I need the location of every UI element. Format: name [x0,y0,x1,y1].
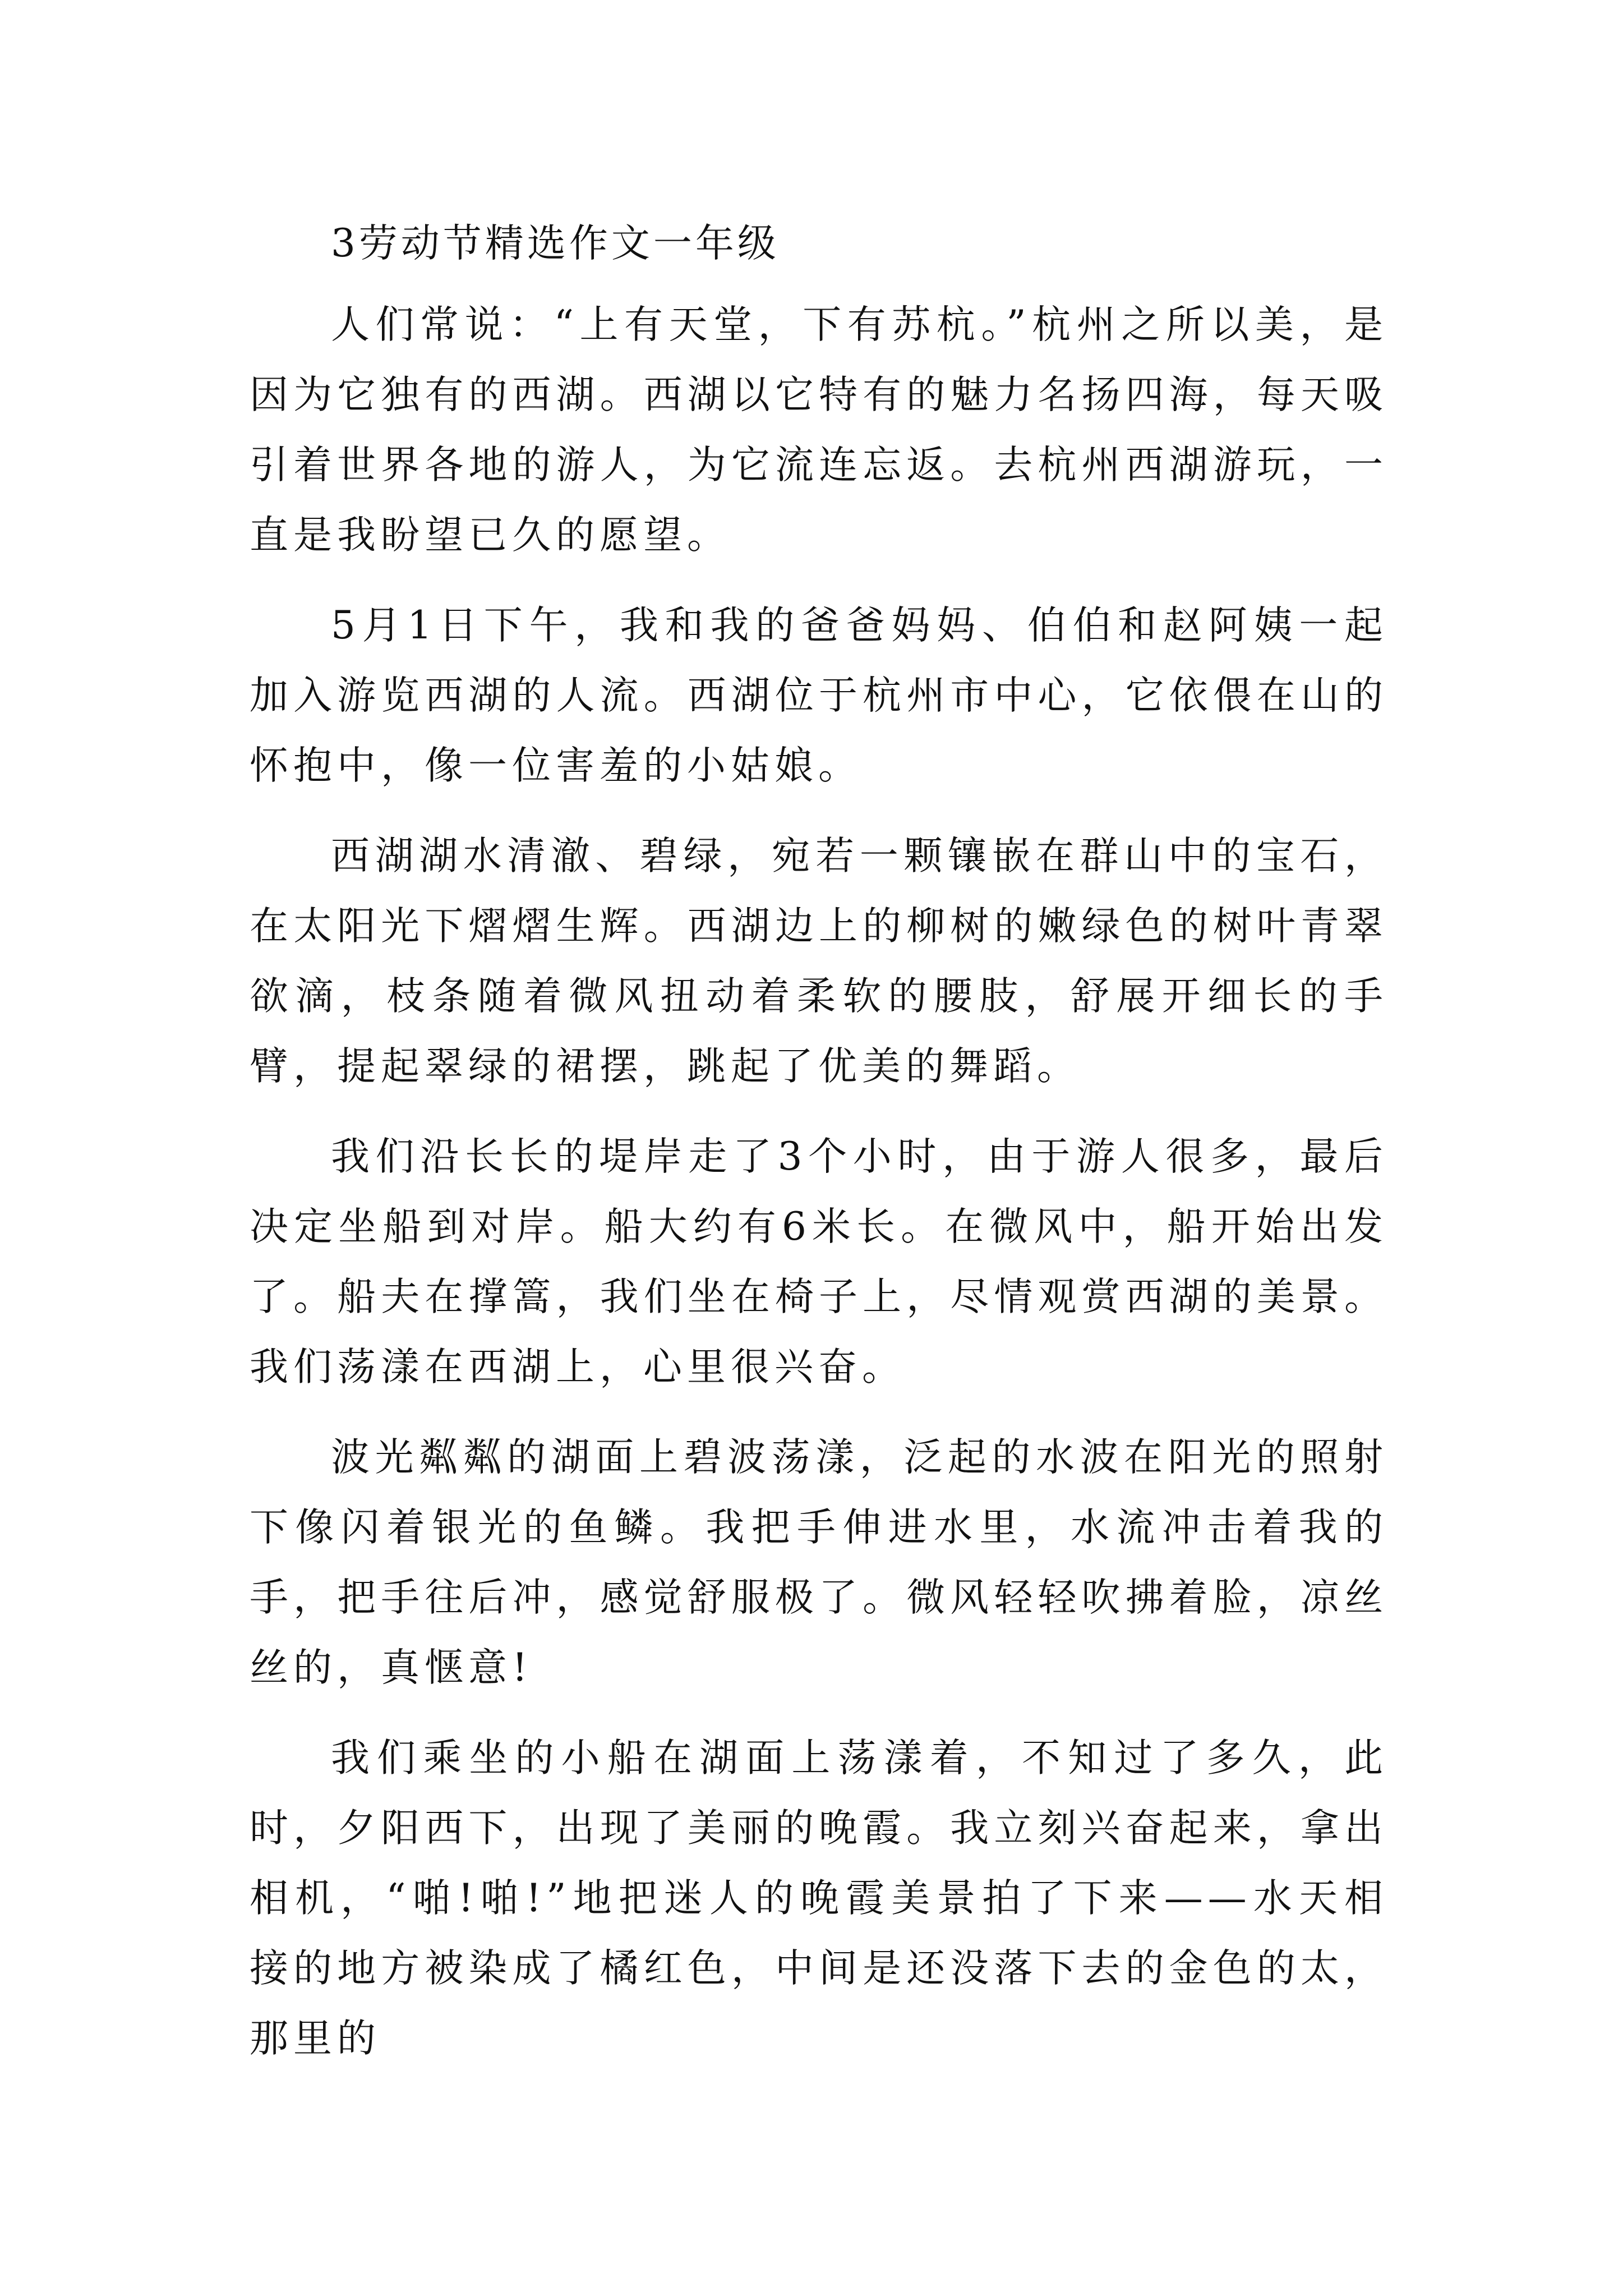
paragraph-4: 我们沿长长的堤岸走了3个小时，由于游人很多，最后决定坐船到对岸。船大约有6米长。在微风中，船开始出发了。船夫在撑篙，我们坐在椅子上，尽情观赏西湖的美景。我们荡漾在西湖上，心里很兴奋。 [250,1134,1388,1389]
document-body [250,209,1388,2094]
paragraph-5: 波光粼粼的湖面上碧波荡漾，泛起的水波在阳光的照射下像闪着银光的鱼鳞。我把手伸进水里，水流冲击着我的手，把手往后冲，感觉舒服极了。微风轻轻吹拂着脸，凉丝丝的，真惬意! [250,1435,1388,1690]
paragraph-1: 人们常说：“上有天堂，下有苏杭。”杭州之所以美，是因为它独有的西湖。西湖以它特有的魅力名扬四海，每天吸引着世界各地的游人，为它流连忘返。去杭州西湖游玩，一直是我盼望已久的愿望。 [250,302,1388,558]
paragraph-2: 5月1日下午，我和我的爸爸妈妈、伯伯和赵阿姨一起加入游览西湖的人流。西湖位于杭州市中心，它依偎在山的怀抱中，像一位害羞的小姑娘。 [250,603,1388,788]
paragraph-6: 我们乘坐的小船在湖面上荡漾着，不知过了多久，此时，夕阳西下，出现了美丽的晚霞。我立刻兴奋起来，拿出相机，“啪!啪!”地把迷人的晚霞美景拍了下来——水天相接的地方被染成了橘红色，中间是还没落下去的金色的太，那里的 [250,1736,1388,2061]
essay-title: 3劳动节精选作文一年级 [331,221,780,266]
paragraph-3: 西湖湖水清澈、碧绿，宛若一颗镶嵌在群山中的宝石，在太阳光下熠熠生辉。西湖边上的柳树的嫩绿色的树叶青翠欲滴，枝条随着微风扭动着柔软的腰肢，舒展开细长的手臂，提起翠绿的裙摆，跳起了优美的舞蹈。 [250,834,1388,1089]
